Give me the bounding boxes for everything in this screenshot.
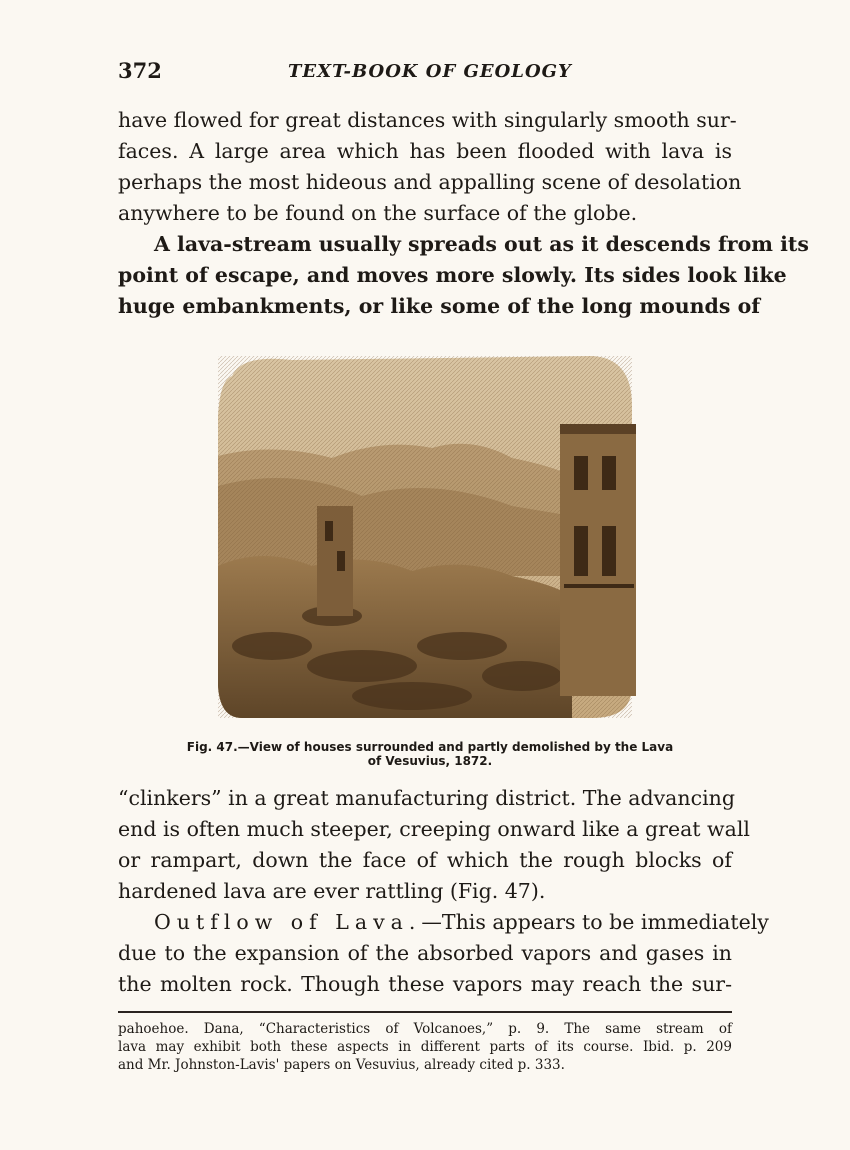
text-line: have flowed for great distances with singularly smooth sur- <box>118 108 737 132</box>
footnote-line: pahoehoe. Dana, “Characteristics of Volcanoes,” p. 9. The same stream of <box>118 1021 732 1037</box>
body-text-top <box>118 105 809 322</box>
text-fragment: —This appears to be immediately <box>421 910 769 934</box>
footnote-line: lava may exhibit both these aspects in different parts of its course. Ibid. p. 209 <box>118 1039 732 1055</box>
paragraph-lava-stream <box>118 229 809 322</box>
footnote-line: and Mr. Johnston-Lavis' papers on Vesuvius, already cited p. 333. <box>118 1057 565 1073</box>
figure-caption <box>150 740 710 768</box>
body-text-bottom <box>118 783 769 1000</box>
text-line: point of escape, and moves more slowly. Its sides look like <box>118 263 787 287</box>
outflow-first-line <box>118 907 769 938</box>
caption-line: of Vesuvius, 1872. <box>367 754 493 768</box>
text-line: “clinkers” in a great manufacturing district. The advancing <box>118 786 735 810</box>
ruined-house-large <box>560 424 636 696</box>
text-line: the molten rock. Though these vapors may reach the sur- <box>118 972 732 996</box>
text-line: A lava-stream usually spreads out as it descends from its <box>154 232 809 256</box>
text-line: huge embankments, or like some of the long mounds of <box>118 294 761 318</box>
text-line: anywhere to be found on the surface of the globe. <box>118 201 638 225</box>
caption-line: Fig. 47.—View of houses surrounded and partly demolished by the Lava <box>186 740 674 754</box>
text-line: end is often much steeper, creeping onward like a great wall <box>118 817 750 841</box>
section-heading: Outflow of Lava. <box>154 910 422 934</box>
engraving-figure <box>212 346 638 724</box>
ruined-house-small <box>317 506 353 616</box>
text-line: or rampart, down the face of which the rough blocks of <box>118 848 732 872</box>
running-title: TEXT-BOOK OF GEOLOGY <box>288 61 572 82</box>
footnote-divider <box>118 1011 732 1013</box>
footnotes <box>118 1020 732 1074</box>
text-line: hardened lava are ever rattling (Fig. 47). <box>118 879 546 903</box>
page-number: 372 <box>118 58 162 83</box>
text-line: due to the expansion of the absorbed vapors and gases in <box>118 941 732 965</box>
text-line: faces. A large area which has been flooded with lava is <box>118 139 732 163</box>
text-line: perhaps the most hideous and appalling scene of desolation <box>118 170 742 194</box>
